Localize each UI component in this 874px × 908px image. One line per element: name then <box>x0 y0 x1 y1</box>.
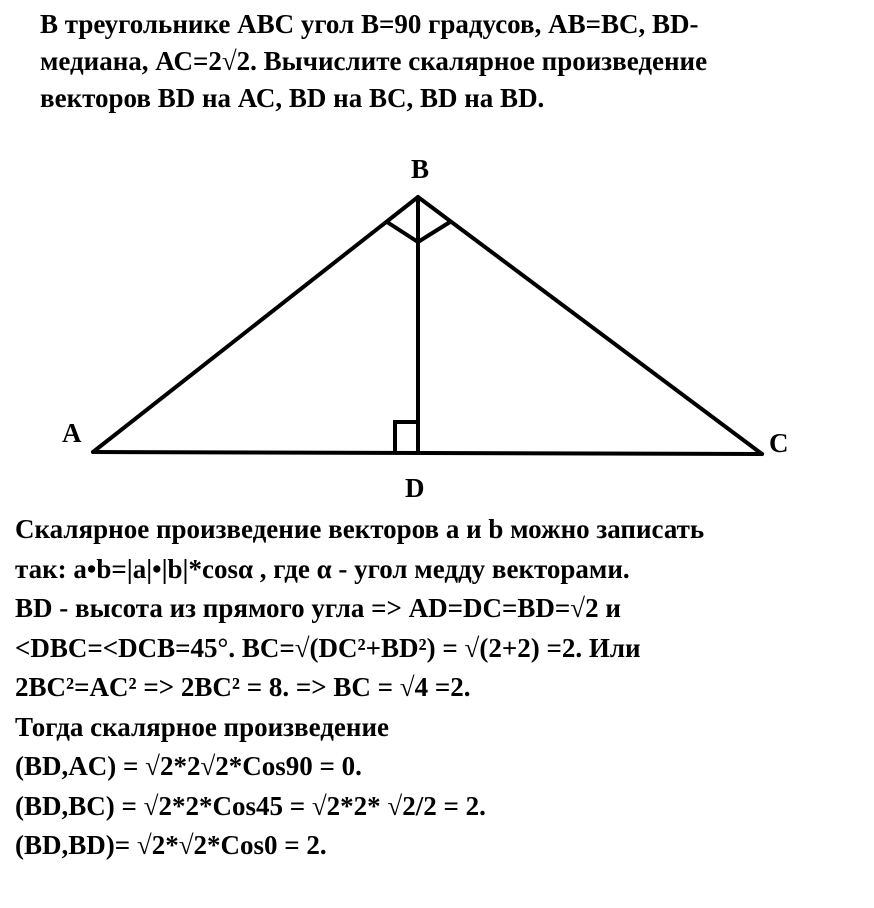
solution-line-7: (BD,AC) = √2*2√2*Cos90 = 0. <box>15 751 362 781</box>
problem-line-2: медиана, АС=2√2. Вычислите скалярное произведение <box>40 46 708 76</box>
solution-line-3: BD - высота из прямого угла => AD=DC=BD=√2 и <box>15 593 621 623</box>
label-b: B <box>411 154 430 184</box>
label-c: C <box>769 428 789 458</box>
solution-line-5: 2BC²=AC² => 2BC² = 8. => BC = √4 =2. <box>15 672 471 702</box>
label-d: D <box>405 473 425 503</box>
side-bc <box>418 197 762 454</box>
right-angle-mark-d <box>395 422 418 453</box>
solution-line-1: Скалярное произведение векторов a и b можно записать <box>15 514 705 544</box>
solution-text <box>15 510 865 866</box>
problem-line-1: В треугольнике АВС угол В=90 градусов, АВ=ВС, BD- <box>40 9 699 39</box>
label-a: A <box>62 418 82 448</box>
side-ab <box>93 197 418 452</box>
solution-line-6: Тогда скалярное произведение <box>15 711 389 742</box>
solution-line-2: так: a•b=|a|•|b|*cosα , где α - угол медду векторами. <box>15 553 630 584</box>
solution-line-9: (BD,BD)= √2*√2*Cos0 = 2. <box>15 830 327 860</box>
solution-line-8: (BD,BC) = √2*2*Cos45 = √2*2* √2/2 = 2. <box>15 790 486 821</box>
side-ac <box>93 452 762 454</box>
problem-line-3: векторов BD на АС, BD на BC, BD на BD. <box>40 83 545 113</box>
solution-line-4: <DBC=<DCB=45°. BC=√(DC²+BD²) = √(2+2) =2. Или <box>15 632 641 663</box>
